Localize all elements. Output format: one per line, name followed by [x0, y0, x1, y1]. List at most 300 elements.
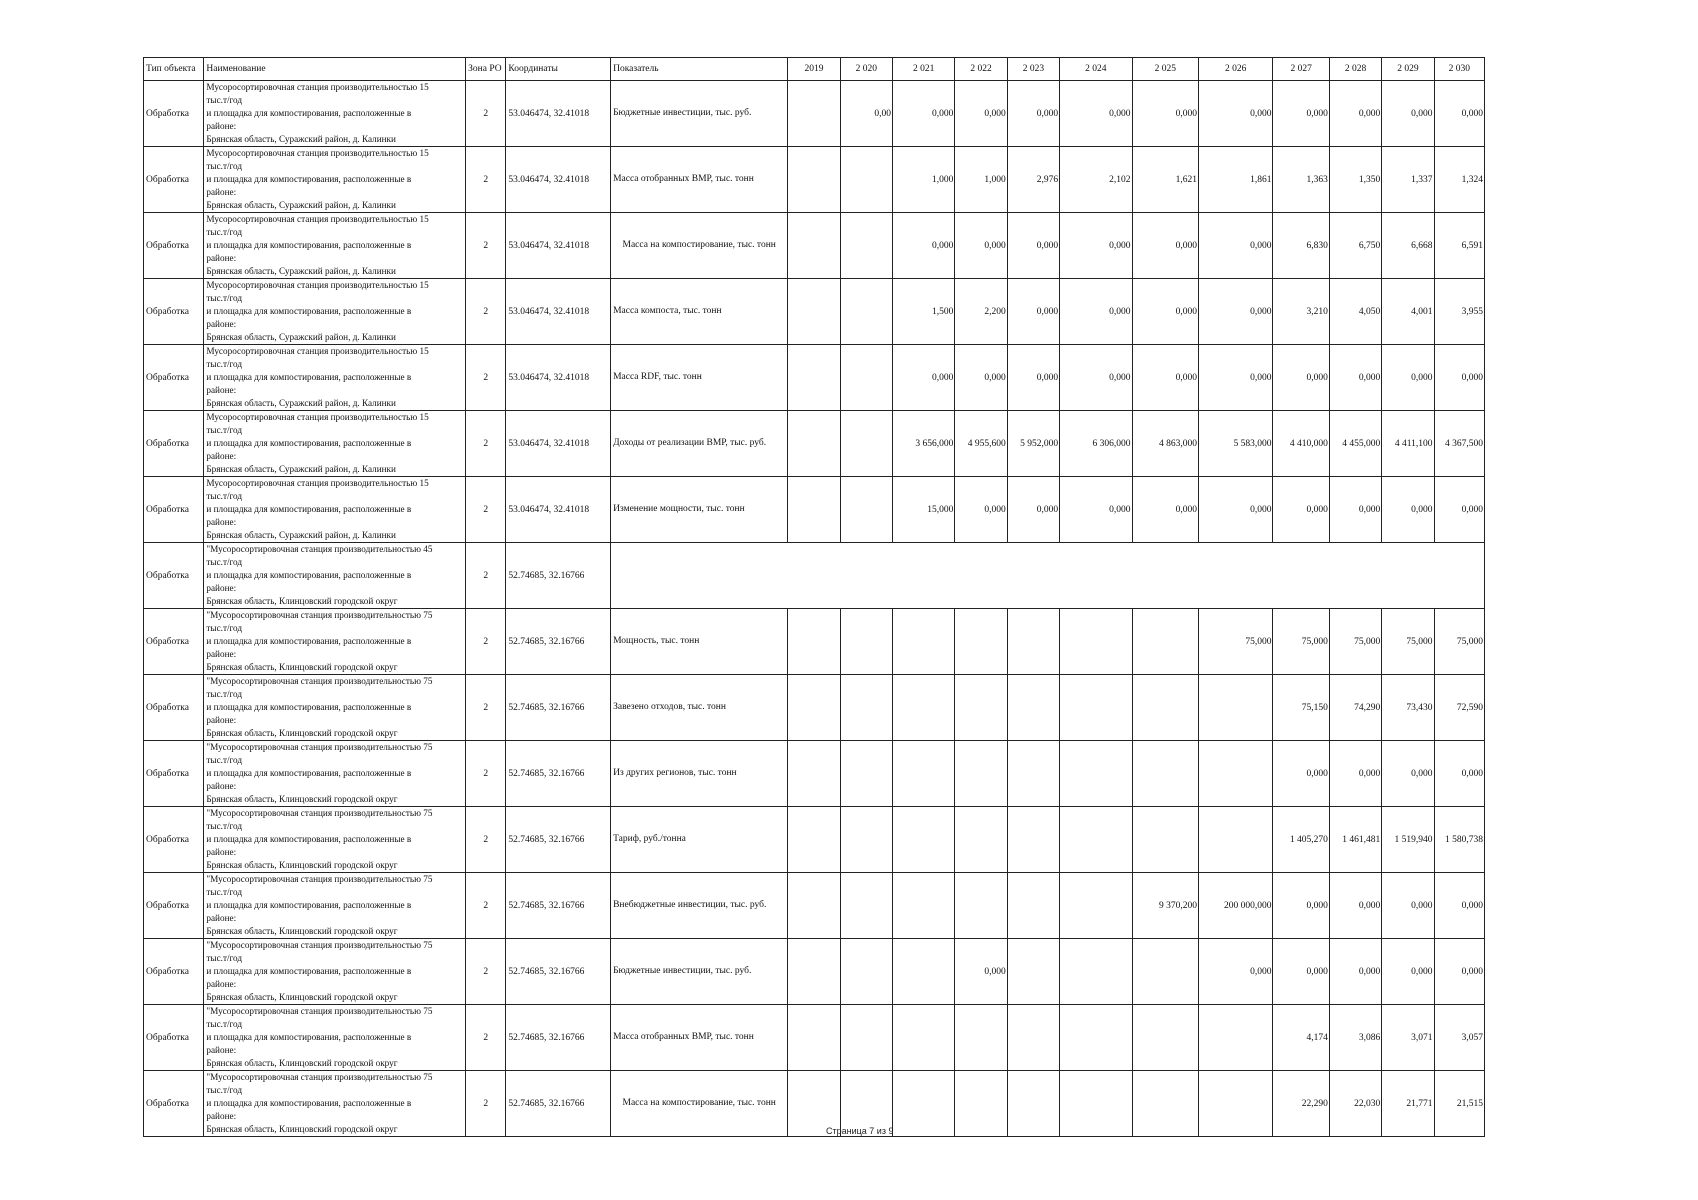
- object-name-line: районе:: [206, 913, 237, 923]
- value-cell: [1132, 807, 1198, 873]
- object-name-line: и площадка для компостирования, расположенные в: [206, 306, 412, 316]
- value-cell: [788, 807, 840, 873]
- object-name-line: тыс.т/год: [206, 953, 243, 963]
- object-name-line: Брянская область, Суражский район, д. Калинки: [206, 530, 396, 540]
- column-header: 2019: [788, 58, 840, 81]
- zone-cell: 2: [466, 609, 506, 675]
- value-cell: 0,000: [1060, 477, 1132, 543]
- object-name-line: "Мусоросортировочная станция производительностью 75: [206, 940, 433, 950]
- zone-cell: 2: [466, 873, 506, 939]
- value-cell: 1,000: [955, 147, 1007, 213]
- value-cell: [1007, 1005, 1059, 1071]
- value-cell: [788, 345, 840, 411]
- object-name-line: Мусоросортировочная станция производительностью 15: [206, 148, 429, 158]
- value-cell: [1060, 741, 1132, 807]
- indicator-cell: Бюджетные инвестиции, тыс. руб.: [611, 939, 788, 1005]
- object-name-line: районе:: [206, 1111, 237, 1121]
- object-name-cell: [204, 213, 466, 279]
- object-name-line: Мусоросортировочная станция производительностью 15: [206, 214, 429, 224]
- value-cell: [955, 675, 1007, 741]
- coordinates-cell: 52.74685, 32.16766: [506, 873, 611, 939]
- value-cell: [1198, 1005, 1273, 1071]
- object-type-cell: Обработка: [144, 1071, 204, 1137]
- value-cell: 1,500: [892, 279, 954, 345]
- value-cell: 0,000: [1132, 213, 1198, 279]
- value-cell: [840, 213, 892, 279]
- value-cell: [1060, 873, 1132, 939]
- coordinates-cell: 53.046474, 32.41018: [506, 279, 611, 345]
- value-cell: 6 306,000: [1060, 411, 1132, 477]
- object-name-line: Мусоросортировочная станция производительностью 15: [206, 346, 429, 356]
- header-row: [144, 58, 1485, 81]
- object-name-line: тыс.т/год: [206, 293, 243, 303]
- value-cell: [1007, 873, 1059, 939]
- indicator-cell: Масса компоста, тыс. тонн: [611, 279, 788, 345]
- value-cell: 0,000: [1007, 279, 1059, 345]
- zone-cell: 2: [466, 1005, 506, 1071]
- value-cell: 0,000: [1007, 345, 1059, 411]
- table-row: [144, 675, 1485, 741]
- table-row: [144, 873, 1485, 939]
- indicator-cell: Изменение мощности, тыс. тонн: [611, 477, 788, 543]
- indicator-cell: Мощность, тыс. тонн: [611, 609, 788, 675]
- object-name-line: районе:: [206, 253, 237, 263]
- value-cell: [840, 411, 892, 477]
- object-type-cell: Обработка: [144, 477, 204, 543]
- value-cell: [1198, 741, 1273, 807]
- indicator-cell: Масса на компостирование, тыс. тонн: [611, 213, 788, 279]
- value-cell: [840, 741, 892, 807]
- value-cell: 0,000: [1007, 477, 1059, 543]
- zone-cell: 2: [466, 675, 506, 741]
- object-type-cell: Обработка: [144, 81, 204, 147]
- object-name-line: районе:: [206, 1045, 237, 1055]
- value-cell: 0,000: [1329, 477, 1381, 543]
- value-cell: 75,150: [1273, 675, 1329, 741]
- table-row: [144, 939, 1485, 1005]
- object-name-cell: [204, 675, 466, 741]
- value-cell: 3,086: [1329, 1005, 1381, 1071]
- value-cell: 0,000: [1273, 345, 1329, 411]
- value-cell: 75,000: [1382, 609, 1434, 675]
- object-name-line: Брянская область, Суражский район, д. Калинки: [206, 464, 396, 474]
- indicator-cell: Масса отобранных ВМР, тыс. тонн: [611, 1005, 788, 1071]
- object-name-line: районе:: [206, 979, 237, 989]
- indicator-cell: Масса отобранных ВМР, тыс. тонн: [611, 147, 788, 213]
- object-name-line: "Мусоросортировочная станция производительностью 75: [206, 742, 433, 752]
- value-cell: [892, 609, 954, 675]
- value-cell: [1132, 675, 1198, 741]
- table-row: [144, 1005, 1485, 1071]
- coordinates-cell: 52.74685, 32.16766: [506, 1005, 611, 1071]
- object-name-line: Брянская область, Клинцовский городской округ: [206, 926, 398, 936]
- value-cell: 1,861: [1198, 147, 1273, 213]
- object-name-line: тыс.т/год: [206, 491, 243, 501]
- column-header: 2 020: [840, 58, 892, 81]
- zone-cell: 2: [466, 81, 506, 147]
- object-name-line: тыс.т/год: [206, 359, 243, 369]
- zone-cell: 2: [466, 279, 506, 345]
- table-row: [144, 543, 1485, 609]
- column-header: 2 026: [1198, 58, 1273, 81]
- value-cell: [788, 213, 840, 279]
- value-cell: [892, 1071, 954, 1137]
- value-cell: 22,290: [1273, 1071, 1329, 1137]
- value-cell: 4 411,100: [1382, 411, 1434, 477]
- column-header: Показатель: [611, 58, 788, 81]
- value-cell: 3,057: [1434, 1005, 1484, 1071]
- table-row: [144, 213, 1485, 279]
- value-cell: 1,000: [892, 147, 954, 213]
- value-cell: [892, 741, 954, 807]
- value-cell: 5 952,000: [1007, 411, 1059, 477]
- value-cell: 0,000: [1329, 741, 1381, 807]
- object-type-cell: Обработка: [144, 873, 204, 939]
- value-cell: 2,976: [1007, 147, 1059, 213]
- value-cell: 0,000: [1007, 81, 1059, 147]
- table-row: [144, 609, 1485, 675]
- table-header: [144, 58, 1485, 81]
- value-cell: 22,030: [1329, 1071, 1381, 1137]
- value-cell: 4 955,600: [955, 411, 1007, 477]
- indicator-cell: Тариф, руб./тонна: [611, 807, 788, 873]
- zone-cell: 2: [466, 147, 506, 213]
- column-header: 2 027: [1273, 58, 1329, 81]
- value-cell: 6,591: [1434, 213, 1484, 279]
- object-type-cell: Обработка: [144, 543, 204, 609]
- coordinates-cell: 52.74685, 32.16766: [506, 741, 611, 807]
- coordinates-cell: 52.74685, 32.16766: [506, 807, 611, 873]
- object-name-cell: [204, 279, 466, 345]
- object-name-line: районе:: [206, 451, 237, 461]
- indicator-cell: Внебюджетные инвестиции, тыс. руб.: [611, 873, 788, 939]
- object-name-line: и площадка для компостирования, расположенные в: [206, 768, 412, 778]
- object-type-cell: Обработка: [144, 213, 204, 279]
- zone-cell: 2: [466, 477, 506, 543]
- coordinates-cell: 52.74685, 32.16766: [506, 675, 611, 741]
- indicator-cell: Масса на компостирование, тыс. тонн: [611, 1071, 788, 1137]
- table-row: [144, 81, 1485, 147]
- value-cell: 0,000: [955, 477, 1007, 543]
- value-cell: [892, 873, 954, 939]
- value-cell: 0,00: [840, 81, 892, 147]
- table-row: [144, 741, 1485, 807]
- value-cell: [788, 279, 840, 345]
- value-cell: 6,668: [1382, 213, 1434, 279]
- object-name-cell: [204, 543, 466, 609]
- object-name-line: Брянская область, Суражский район, д. Калинки: [206, 200, 396, 210]
- object-type-cell: Обработка: [144, 147, 204, 213]
- column-header: Координаты: [506, 58, 611, 81]
- column-header: 2 023: [1007, 58, 1059, 81]
- object-name-line: тыс.т/год: [206, 887, 243, 897]
- value-cell: 0,000: [1273, 81, 1329, 147]
- object-name-line: тыс.т/год: [206, 95, 243, 105]
- object-name-line: тыс.т/год: [206, 161, 243, 171]
- table-row: [144, 411, 1485, 477]
- value-cell: 15,000: [892, 477, 954, 543]
- value-cell: [840, 147, 892, 213]
- value-cell: [892, 675, 954, 741]
- value-cell: 75,000: [1434, 609, 1484, 675]
- value-cell: [1060, 807, 1132, 873]
- object-name-line: Брянская область, Клинцовский городской округ: [206, 662, 398, 672]
- object-name-line: "Мусоросортировочная станция производительностью 75: [206, 1072, 433, 1082]
- value-cell: [1060, 675, 1132, 741]
- object-name-cell: [204, 741, 466, 807]
- value-cell: [1007, 741, 1059, 807]
- object-name-line: районе:: [206, 715, 237, 725]
- value-cell: [788, 1005, 840, 1071]
- object-name-line: районе:: [206, 121, 237, 131]
- value-cell: [1007, 807, 1059, 873]
- coordinates-cell: 53.046474, 32.41018: [506, 147, 611, 213]
- object-name-line: районе:: [206, 649, 237, 659]
- object-name-line: тыс.т/год: [206, 227, 243, 237]
- value-cell: 0,000: [1007, 213, 1059, 279]
- indicator-cell: Из других регионов, тыс. тонн: [611, 741, 788, 807]
- value-cell: 0,000: [892, 345, 954, 411]
- object-name-line: "Мусоросортировочная станция производительностью 75: [206, 1006, 433, 1016]
- value-cell: 1,363: [1273, 147, 1329, 213]
- indicator-cell: Завезено отходов, тыс. тонн: [611, 675, 788, 741]
- table-row: [144, 477, 1485, 543]
- zone-cell: 2: [466, 741, 506, 807]
- value-cell: [1007, 675, 1059, 741]
- value-cell: 4 410,000: [1273, 411, 1329, 477]
- object-name-line: районе:: [206, 385, 237, 395]
- object-name-line: тыс.т/год: [206, 821, 243, 831]
- column-header: 2 028: [1329, 58, 1381, 81]
- value-cell: 0,000: [1060, 213, 1132, 279]
- object-name-line: "Мусоросортировочная станция производительностью 75: [206, 808, 433, 818]
- object-name-line: районе:: [206, 781, 237, 791]
- object-name-line: и площадка для компостирования, расположенные в: [206, 702, 412, 712]
- object-name-line: районе:: [206, 187, 237, 197]
- value-cell: 5 583,000: [1198, 411, 1273, 477]
- coordinates-cell: 52.74685, 32.16766: [506, 1071, 611, 1137]
- value-cell: [1132, 609, 1198, 675]
- object-name-line: Мусоросортировочная станция производительностью 15: [206, 280, 429, 290]
- value-cell: [788, 873, 840, 939]
- value-cell: 0,000: [1382, 939, 1434, 1005]
- zone-cell: 2: [466, 1071, 506, 1137]
- object-name-line: Брянская область, Клинцовский городской округ: [206, 728, 398, 738]
- object-name-line: Брянская область, Клинцовский городской округ: [206, 1124, 398, 1134]
- value-cell: 0,000: [1198, 213, 1273, 279]
- column-header: 2 024: [1060, 58, 1132, 81]
- object-name-line: Мусоросортировочная станция производительностью 15: [206, 478, 429, 488]
- value-cell: 4 367,500: [1434, 411, 1484, 477]
- object-name-cell: [204, 939, 466, 1005]
- value-cell: 0,000: [1273, 939, 1329, 1005]
- value-cell: [1198, 807, 1273, 873]
- zone-cell: 2: [466, 543, 506, 609]
- object-name-line: и площадка для компостирования, расположенные в: [206, 570, 412, 580]
- value-cell: 4 455,000: [1329, 411, 1381, 477]
- object-name-line: Брянская область, Суражский район, д. Калинки: [206, 398, 396, 408]
- value-cell: 0,000: [1273, 873, 1329, 939]
- value-cell: 0,000: [955, 81, 1007, 147]
- object-name-line: и площадка для компостирования, расположенные в: [206, 504, 412, 514]
- value-cell: [955, 741, 1007, 807]
- coordinates-cell: 52.74685, 32.16766: [506, 609, 611, 675]
- page-footer: Страница 7 из 9: [826, 1126, 894, 1136]
- value-cell: [840, 873, 892, 939]
- object-name-cell: [204, 411, 466, 477]
- merged-empty-cell: [611, 543, 1485, 609]
- value-cell: 0,000: [892, 213, 954, 279]
- object-type-cell: Обработка: [144, 279, 204, 345]
- value-cell: 3 656,000: [892, 411, 954, 477]
- value-cell: 200 000,000: [1198, 873, 1273, 939]
- value-cell: 0,000: [1434, 939, 1484, 1005]
- value-cell: 0,000: [1198, 939, 1273, 1005]
- object-name-line: и площадка для компостирования, расположенные в: [206, 240, 412, 250]
- coordinates-cell: 52.74685, 32.16766: [506, 543, 611, 609]
- object-name-line: районе:: [206, 517, 237, 527]
- object-name-line: тыс.т/год: [206, 557, 243, 567]
- value-cell: 0,000: [1434, 477, 1484, 543]
- value-cell: 0,000: [1132, 345, 1198, 411]
- coordinates-cell: 53.046474, 32.41018: [506, 81, 611, 147]
- object-name-line: и площадка для компостирования, расположенные в: [206, 174, 412, 184]
- value-cell: 0,000: [1132, 81, 1198, 147]
- zone-cell: 2: [466, 411, 506, 477]
- value-cell: [840, 1005, 892, 1071]
- value-cell: [788, 147, 840, 213]
- value-cell: [1060, 609, 1132, 675]
- value-cell: 0,000: [1132, 279, 1198, 345]
- value-cell: 0,000: [1060, 345, 1132, 411]
- value-cell: 0,000: [1434, 873, 1484, 939]
- object-name-line: Брянская область, Суражский район, д. Калинки: [206, 134, 396, 144]
- object-name-line: "Мусоросортировочная станция производительностью 75: [206, 610, 433, 620]
- table-row: [144, 345, 1485, 411]
- value-cell: 1,324: [1434, 147, 1484, 213]
- object-type-cell: Обработка: [144, 411, 204, 477]
- value-cell: 75,000: [1273, 609, 1329, 675]
- value-cell: 4 863,000: [1132, 411, 1198, 477]
- object-name-line: Брянская область, Клинцовский городской округ: [206, 1058, 398, 1068]
- value-cell: 1 405,270: [1273, 807, 1329, 873]
- value-cell: [840, 345, 892, 411]
- object-name-cell: [204, 81, 466, 147]
- value-cell: [955, 1071, 1007, 1137]
- object-name-line: тыс.т/год: [206, 623, 243, 633]
- value-cell: 21,515: [1434, 1071, 1484, 1137]
- column-header: 2 025: [1132, 58, 1198, 81]
- value-cell: [840, 807, 892, 873]
- value-cell: [840, 675, 892, 741]
- object-name-cell: [204, 609, 466, 675]
- object-name-cell: [204, 873, 466, 939]
- value-cell: [1198, 675, 1273, 741]
- value-cell: 0,000: [955, 939, 1007, 1005]
- data-table: [143, 57, 1485, 1137]
- value-cell: 0,000: [1198, 279, 1273, 345]
- value-cell: 0,000: [1382, 741, 1434, 807]
- value-cell: 0,000: [1060, 279, 1132, 345]
- value-cell: 0,000: [1434, 81, 1484, 147]
- object-name-line: Брянская область, Суражский район, д. Калинки: [206, 332, 396, 342]
- object-name-line: Брянская область, Клинцовский городской округ: [206, 794, 398, 804]
- value-cell: 1,337: [1382, 147, 1434, 213]
- value-cell: 1 519,940: [1382, 807, 1434, 873]
- value-cell: [788, 81, 840, 147]
- value-cell: 0,000: [1434, 345, 1484, 411]
- value-cell: 0,000: [1198, 345, 1273, 411]
- value-cell: 1 580,738: [1434, 807, 1484, 873]
- zone-cell: 2: [466, 345, 506, 411]
- object-name-line: Брянская область, Клинцовский городской округ: [206, 992, 398, 1002]
- value-cell: [840, 609, 892, 675]
- value-cell: 0,000: [1382, 81, 1434, 147]
- object-name-line: районе:: [206, 847, 237, 857]
- value-cell: [1132, 1005, 1198, 1071]
- object-type-cell: Обработка: [144, 345, 204, 411]
- value-cell: 21,771: [1382, 1071, 1434, 1137]
- object-name-cell: [204, 1005, 466, 1071]
- value-cell: 1,350: [1329, 147, 1381, 213]
- value-cell: 0,000: [1273, 741, 1329, 807]
- object-name-line: "Мусоросортировочная станция производительностью 75: [206, 874, 433, 884]
- indicator-cell: Масса RDF, тыс. тонн: [611, 345, 788, 411]
- value-cell: 2,102: [1060, 147, 1132, 213]
- coordinates-cell: 53.046474, 32.41018: [506, 411, 611, 477]
- value-cell: [788, 939, 840, 1005]
- value-cell: 0,000: [955, 345, 1007, 411]
- table-row: [144, 147, 1485, 213]
- value-cell: 72,590: [1434, 675, 1484, 741]
- value-cell: [840, 939, 892, 1005]
- value-cell: 0,000: [1382, 477, 1434, 543]
- value-cell: 6,830: [1273, 213, 1329, 279]
- value-cell: [1060, 1071, 1132, 1137]
- value-cell: 0,000: [1060, 81, 1132, 147]
- value-cell: [955, 609, 1007, 675]
- value-cell: [788, 477, 840, 543]
- object-name-line: тыс.т/год: [206, 425, 243, 435]
- object-name-line: Мусоросортировочная станция производительностью 15: [206, 82, 429, 92]
- value-cell: [788, 741, 840, 807]
- value-cell: [840, 279, 892, 345]
- column-header: Наименование: [204, 58, 466, 81]
- value-cell: 74,290: [1329, 675, 1381, 741]
- object-name-line: Брянская область, Клинцовский городской округ: [206, 596, 398, 606]
- zone-cell: 2: [466, 939, 506, 1005]
- value-cell: [1060, 1005, 1132, 1071]
- value-cell: 0,000: [1273, 477, 1329, 543]
- object-name-line: районе:: [206, 319, 237, 329]
- zone-cell: 2: [466, 807, 506, 873]
- object-name-cell: [204, 477, 466, 543]
- value-cell: 75,000: [1329, 609, 1381, 675]
- value-cell: 75,000: [1198, 609, 1273, 675]
- value-cell: 3,210: [1273, 279, 1329, 345]
- value-cell: [892, 807, 954, 873]
- coordinates-cell: 53.046474, 32.41018: [506, 213, 611, 279]
- column-header: 2 030: [1434, 58, 1484, 81]
- value-cell: [955, 807, 1007, 873]
- object-type-cell: Обработка: [144, 741, 204, 807]
- value-cell: [892, 939, 954, 1005]
- object-name-line: тыс.т/год: [206, 1085, 243, 1095]
- table-row: [144, 279, 1485, 345]
- object-name-line: "Мусоросортировочная станция производительностью 45: [206, 544, 433, 554]
- object-name-line: тыс.т/год: [206, 755, 243, 765]
- value-cell: 0,000: [1382, 345, 1434, 411]
